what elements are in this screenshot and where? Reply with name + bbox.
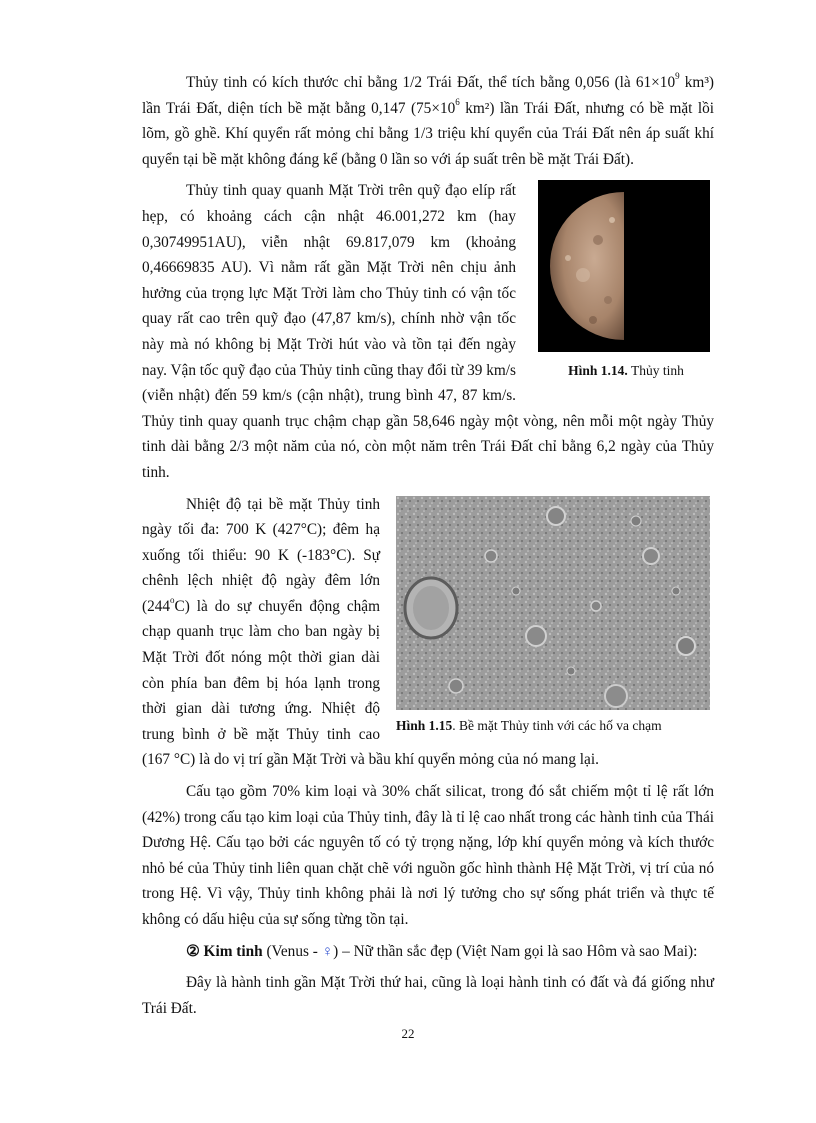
figure-caption [396, 717, 714, 735]
superscript: 6 [455, 96, 460, 107]
superscript: o [170, 594, 175, 605]
text-run: ) – Nữ thần sắc đẹp (Việt Nam gọi là sao Hôm và sao Mai): [333, 942, 698, 960]
page-number: 22 [401, 1026, 415, 1041]
text-run: C) là do sự chuyển động chậm chạp quanh trục làm cho ban ngày bị Mặt Trời đốt nóng một thời gian dài còn phía ban đêm bị hóa lạnh trong thời gian dài tương ứng. Nhiệt độ trung bình ở bề mặt Thủy tinh cao (167 °C) là do vị trí gần Mặt Trời và bầu khí quyển mỏng của nó mang lại. [142, 597, 599, 769]
document-body [142, 70, 714, 1021]
text-run: km³) lần Trái Đất, diện tích bề mặt bằng 0,147 (75×10 [142, 74, 715, 117]
text-run: Thủy tinh có kích thước chỉ bằng 1/2 Trái Đất, thể tích bằng 0,056 (là 61×10 [186, 74, 676, 91]
mercury-surface-image [396, 496, 710, 710]
text-run: (Venus - [262, 942, 322, 960]
paragraph-venus-intro: Đây là hành tinh gần Mặt Trời thứ hai, cũng là loại hành tinh có đất và đá giống như Trái Đất. [142, 974, 714, 1017]
mercury-phase-illustration [538, 180, 710, 352]
figure-mercury-surface [396, 496, 714, 743]
crater-surface-illustration [396, 496, 710, 710]
figure-mercury [538, 180, 714, 388]
venus-symbol-icon: ♀ [321, 942, 334, 960]
figure-label: Hình 1.15 [396, 717, 453, 733]
figure-caption-text: Thủy tinh [627, 363, 684, 379]
section-title: Kim tinh [199, 942, 263, 960]
figure-label: Hình 1.14. [568, 363, 628, 379]
paragraph-venus-heading [142, 939, 714, 965]
figure-caption [538, 362, 714, 380]
figure-caption-text: . Bề mặt Thủy tinh với các hố va chạm [452, 717, 662, 733]
superscript: 9 [675, 70, 680, 81]
mercury-image [538, 180, 710, 352]
paragraph-orbit: Thủy tinh quay quanh Mặt Trời trên quỹ đạo elíp rất hẹp, có khoảng cách cận nhật 46.001,272 km (hay 0,30749951AU), viễn nhật 69.817,079 km (khoảng 0,46669835 AU). Vì nằm rất gần Mặt Trời nên chịu ảnh hưởng của trọng lực Mặt Trời làm cho Thủy tinh có vận tốc quay rất cao trên quỹ đạo (47,87 km/s), chính nhờ vận tốc này mà nó không bị Mặt Trời hút vào và tồn tại đến ngày nay. Vận tốc quỹ đạo của Thủy tinh cũng thay đổi từ 39 km/s (viễn nhật) đến 59 km/s (cận nhật), trung bình 47, 87 km/s. Thủy tinh quay quanh trục chậm chạp gần 58,646 ngày một vòng, nên mỗi một ngày Thủy tinh dài bằng 2/3 một năm của nó, còn một năm trên Trái Đất chỉ bằng 6,2 ngày của Thủy tinh. [142, 182, 714, 481]
text-run: Nhiệt độ tại bề mặt Thủy tinh ngày tối đa: 700 K (427°C); đêm hạ xuống tối thiểu: 90 K (-183°C). Sự chênh lệch nhiệt độ ngày đêm lớn (244 [142, 495, 380, 615]
paragraph-composition: Cấu tạo gồm 70% kim loại và 30% chất silicat, trong đó sắt chiếm một tỉ lệ rất lớn (42%) trong cấu tạo kim loại của Thủy tinh, đây là tỉ lệ cao nhất trong các hành tinh của Thái Dương Hệ. Cấu tạo bởi các nguyên tố có tỷ trọng nặng, lớp khí quyển mỏng và kích thước nhỏ bé của Thủy tinh liên quan chặt chẽ với nguồn gốc hình thành Hệ Mặt Trời, vị trí của nó trong Hệ. Vì vậy, Thủy tinh không phải là nơi lý tưởng cho sự sống phát triển và thực tế không có dấu hiệu của sự sống từng tồn tại. [142, 783, 714, 928]
text-run: km²) lần Trái Đất, nhưng có bề mặt lồi lõm, gồ ghề. Khí quyển rất mỏng chỉ bằng 1/3 triệu khí quyển của Trái Đất nên áp suất khí quyển tại bề mặt không đáng kể (bằng 0 lần so với áp suất trên bề mặt Trái Đất). [142, 99, 714, 168]
section-number: ② [186, 942, 200, 960]
paragraph-size [142, 70, 714, 172]
